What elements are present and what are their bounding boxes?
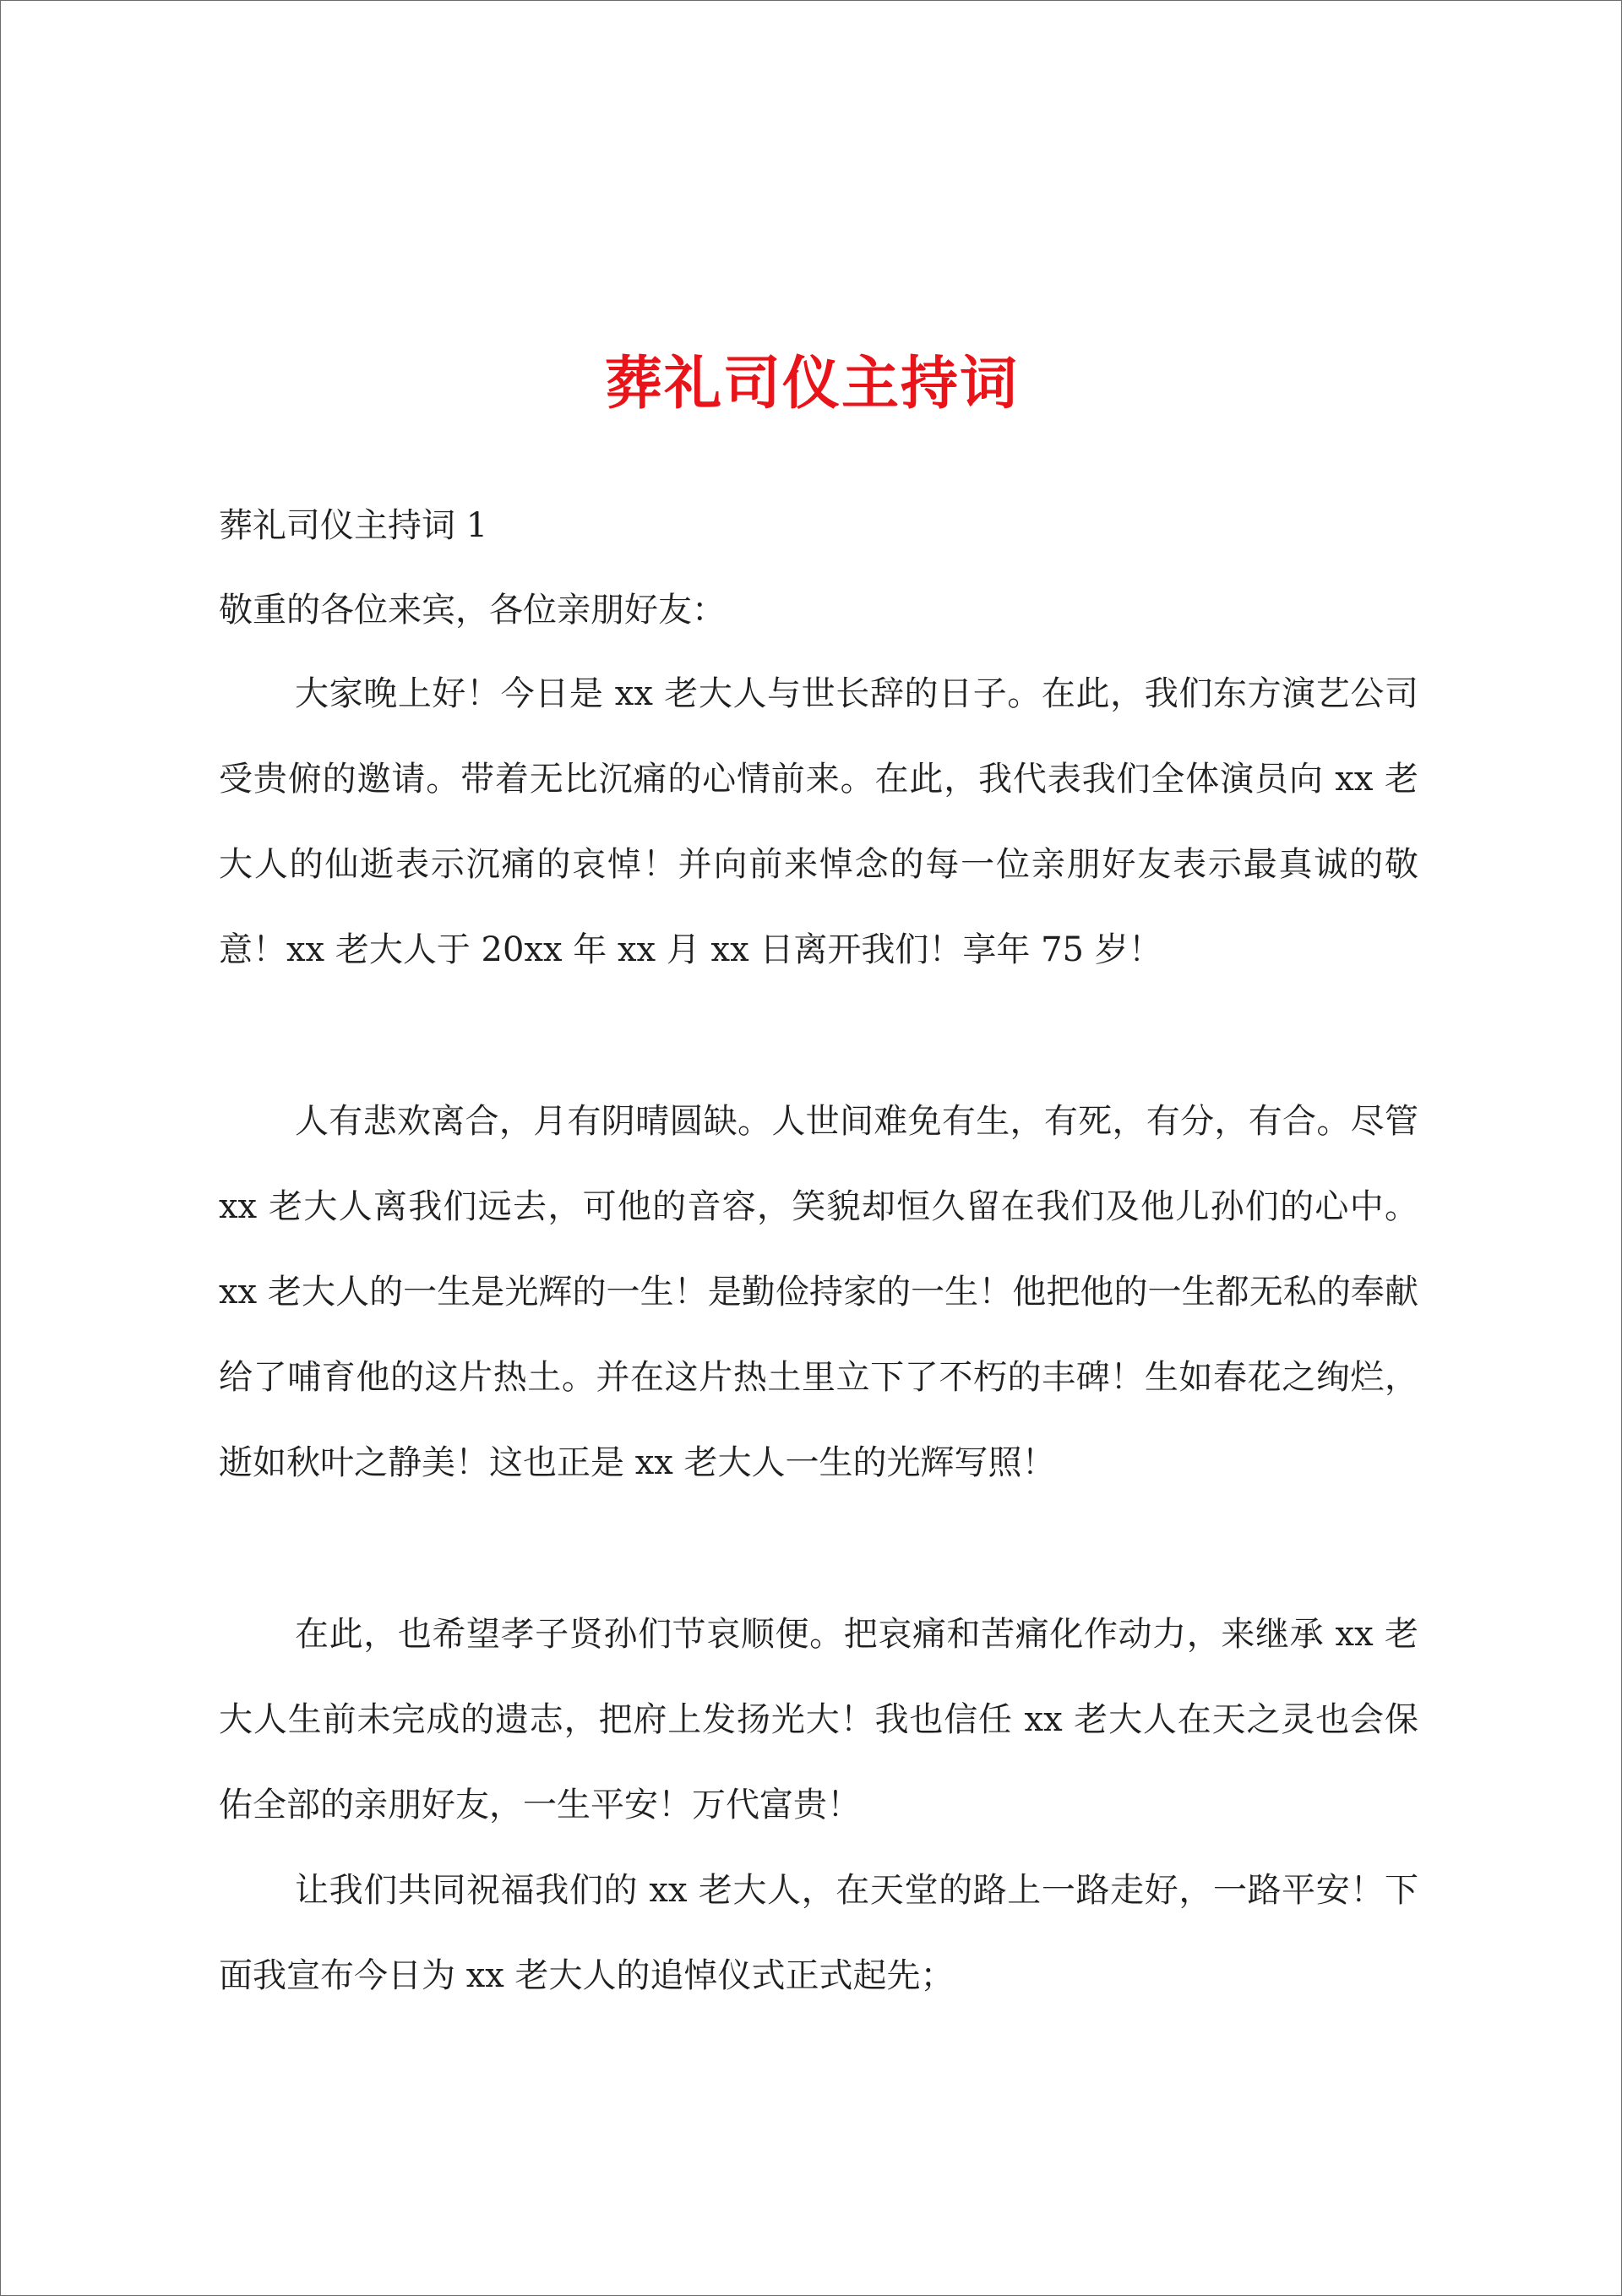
paragraph-1: 大家晚上好！今日是 xx 老大人与世长辞的日子。在此，我们东方演艺公司受贵俯的邀请。带着无比沉痛的心情前来。在此，我代表我们全体演员向 xx 老大人的仙逝表示沉痛的哀悼！并向前来悼念的每一位亲朋好友表示最真诚的敬意！xx 老大人于 20xx 年 xx 月 xx 日离开我们！享年 75 岁！	[219, 674, 1418, 969]
paragraph-2: 人有悲欢离合，月有阴晴圆缺。人世间难免有生，有死，有分，有合。尽管 xx 老大人离我们远去，可他的音容，笑貌却恒久留在我们及他儿孙们的心中。xx 老大人的一生是光辉的一生！是勤俭持家的一生！他把他的一生都无私的奉献给了哺育他的这片热土。并在这片热土里立下了不朽的丰碑！生如春花之绚烂，逝如秋叶之静美！这也正是 xx 老大人一生的光辉写照！	[219, 1102, 1418, 1482]
paragraph-4: 让我们共同祝福我们的 xx 老大人，在天堂的路上一路走好，一路平安！下面我宣布今日为 xx 老大人的追悼仪式正式起先；	[219, 1871, 1418, 1995]
document-title: 葬礼司仪主持词	[604, 350, 1019, 417]
paragraph-3: 在此，也希望孝子贤孙们节哀顺便。把哀痛和苦痛化作动力，来继承 xx 老大人生前未完成的遗志，把府上发扬光大！我也信任 xx 老大人在天之灵也会保佑全部的亲朋好友，一生平安！万代富贵！	[219, 1615, 1418, 1824]
salutation: 敬重的各位来宾，各位亲朋好友：	[219, 591, 726, 630]
section-heading: 葬礼司仪主持词 1	[219, 506, 488, 545]
